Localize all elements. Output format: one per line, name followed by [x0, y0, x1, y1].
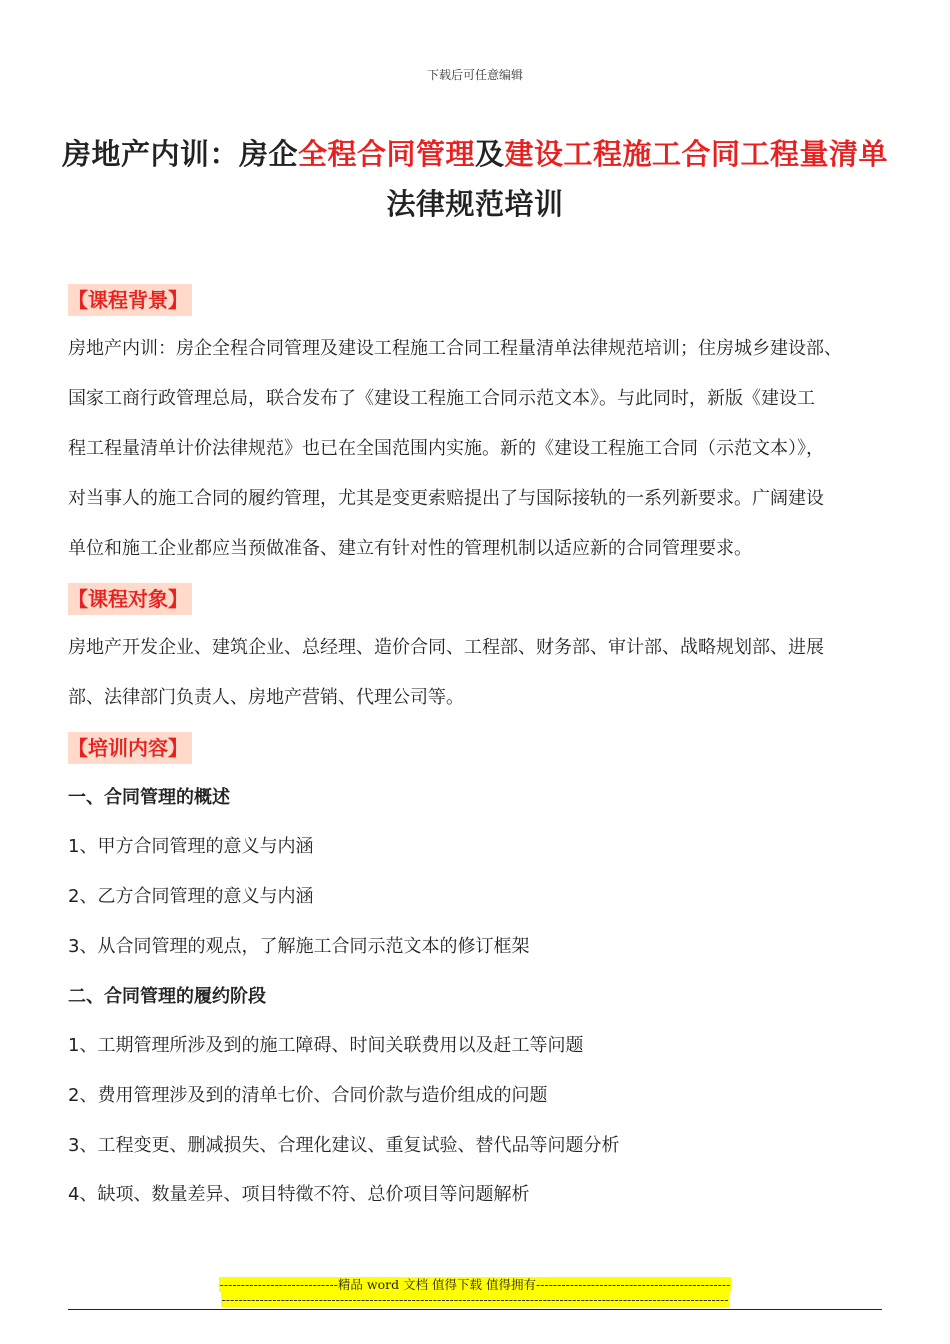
background-line: 对当事人的施工合同的履约管理，尤其是变更索赔提出了与国际接轨的一系列新要求。广阔建设	[68, 488, 824, 509]
content-item: 3、从合同管理的观点，了解施工合同示范文本的修订框架	[68, 936, 530, 957]
footer-rule	[68, 1309, 882, 1310]
footer-dashes	[0, 1292, 950, 1307]
content-part-title: 二、合同管理的履约阶段	[68, 986, 266, 1007]
footer-dashes-text: ------------------------------------------------------------------------------------------------------------------------	[221, 1292, 729, 1307]
header-note: 下载后可任意编辑	[426, 68, 523, 82]
footer-banner-text: ----------------------------精品 word 文档 值得下载 值得拥有----------------------------------------------	[219, 1277, 731, 1292]
content-item: 2、费用管理涉及到的清单七价、合同价款与造价组成的问题	[68, 1085, 548, 1106]
title-part-highlight: 全程合同管理	[297, 137, 475, 171]
content-item: 1、工期管理所涉及到的施工障碍、时间关联费用以及赶工等问题	[68, 1035, 584, 1056]
document-title-line-1	[40, 132, 910, 173]
background-line: 单位和施工企业都应当预做准备、建立有针对性的管理机制以适应新的合同管理要求。	[68, 538, 752, 559]
title-part: 房地产内训：房企	[61, 137, 298, 171]
section-heading-background: 【课程背景】	[68, 284, 192, 316]
content-item: 4、缺项、数量差异、项目特徵不符、总价项目等问题解析	[68, 1184, 530, 1205]
document-title-line-2: 法律规范培训	[386, 187, 564, 221]
audience-line: 部、法律部门负责人、房地产营销、代理公司等。	[68, 687, 464, 708]
section-heading-content: 【培训内容】	[68, 732, 192, 764]
section-heading-audience: 【课程对象】	[68, 583, 192, 615]
title-part-highlight: 建设工程施工合同工程量清单	[504, 137, 889, 171]
background-line: 程工程量清单计价法律规范》也已在全国范围内实施。新的《建设工程施工合同（示范文本）》，	[68, 438, 824, 459]
background-line: 国家工商行政管理总局，联合发布了《建设工程施工合同示范文本》。与此同时，新版《建设工	[68, 388, 815, 409]
content-item: 2、乙方合同管理的意义与内涵	[68, 886, 314, 907]
footer-banner	[0, 1275, 950, 1293]
audience-line: 房地产开发企业、建筑企业、总经理、造价合同、工程部、财务部、审计部、战略规划部、进展	[68, 637, 824, 658]
title-part: 及	[475, 137, 505, 171]
background-line: 房地产内训：房企全程合同管理及建设工程施工合同工程量清单法律规范培训；住房城乡建设部、	[68, 338, 842, 359]
content-part-title: 一、合同管理的概述	[68, 787, 230, 808]
content-item: 3、工程变更、删减损失、合理化建议、重复试验、替代品等问题分析	[68, 1135, 620, 1156]
content-item: 1、甲方合同管理的意义与内涵	[68, 836, 314, 857]
